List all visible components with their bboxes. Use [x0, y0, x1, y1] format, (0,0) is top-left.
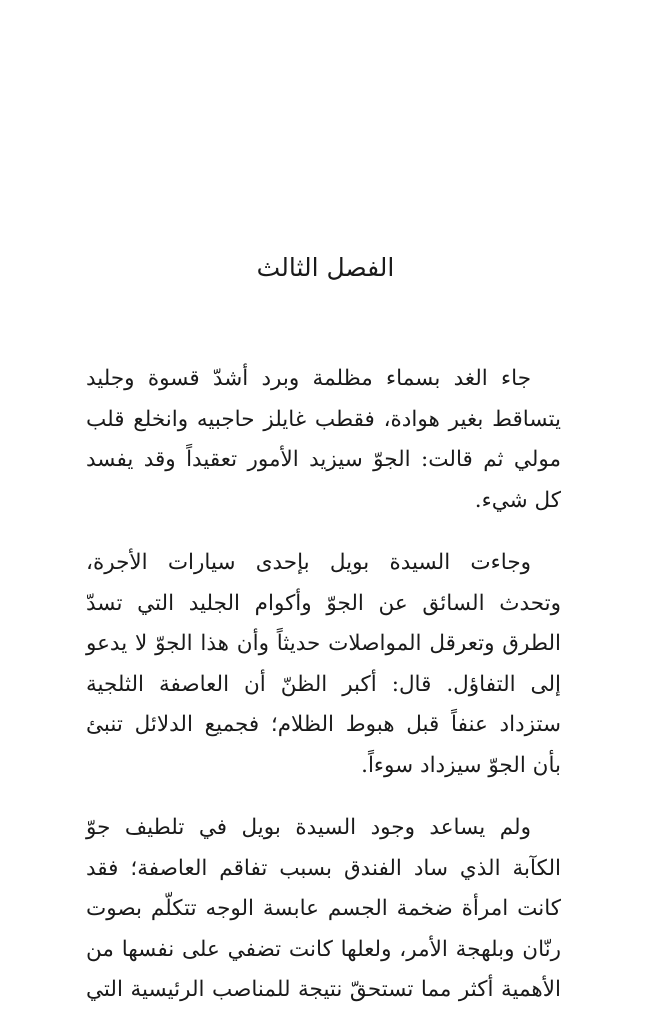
chapter-title: الفصل الثالث: [256, 253, 395, 282]
paragraph-1: جاء الغد بسماء مظلمة وبرد أشدّ قسوة وجليد يتساقط بغير هوادة، فقطب غايلز حاجبيه وانخلع قلب مولي ثم قالت: الجوّ سيزيد الأمور تعقيداً وقد يفسد كل شيء.: [86, 366, 561, 513]
chapter-body: [86, 359, 561, 1033]
paragraph-3: ولم يساعد وجود السيدة بويل في تلطيف جوّ الكآبة الذي ساد الفندق بسبب تفاقم العاصفة؛ فقد كانت امرأة ضخمة الجسم عابسة الوجه تتكلّم بصوت رنّان وبلهجة الأمر، ولعلها كانت تضفي على نفسها من الأهمية أكثر مما تستحقّ نتيجة للمناصب الرئيسية التي: [86, 815, 561, 1002]
paragraph-2: وجاءت السيدة بويل بإحدى سيارات الأجرة، وتحدث السائق عن الجوّ وأكوام الجليد التي تسدّ الطرق وتعرقل المواصلات حديثاً وأن هذا الجوّ لا يدعو إلى التفاؤل. قال: أكبر الظنّ أن العاصفة الثلجية ستزداد عنفاً قبل هبوط الظلام؛ فجميع الدلائل تنبئ بأن الجوّ سيزداد سوءاً.: [86, 550, 561, 778]
